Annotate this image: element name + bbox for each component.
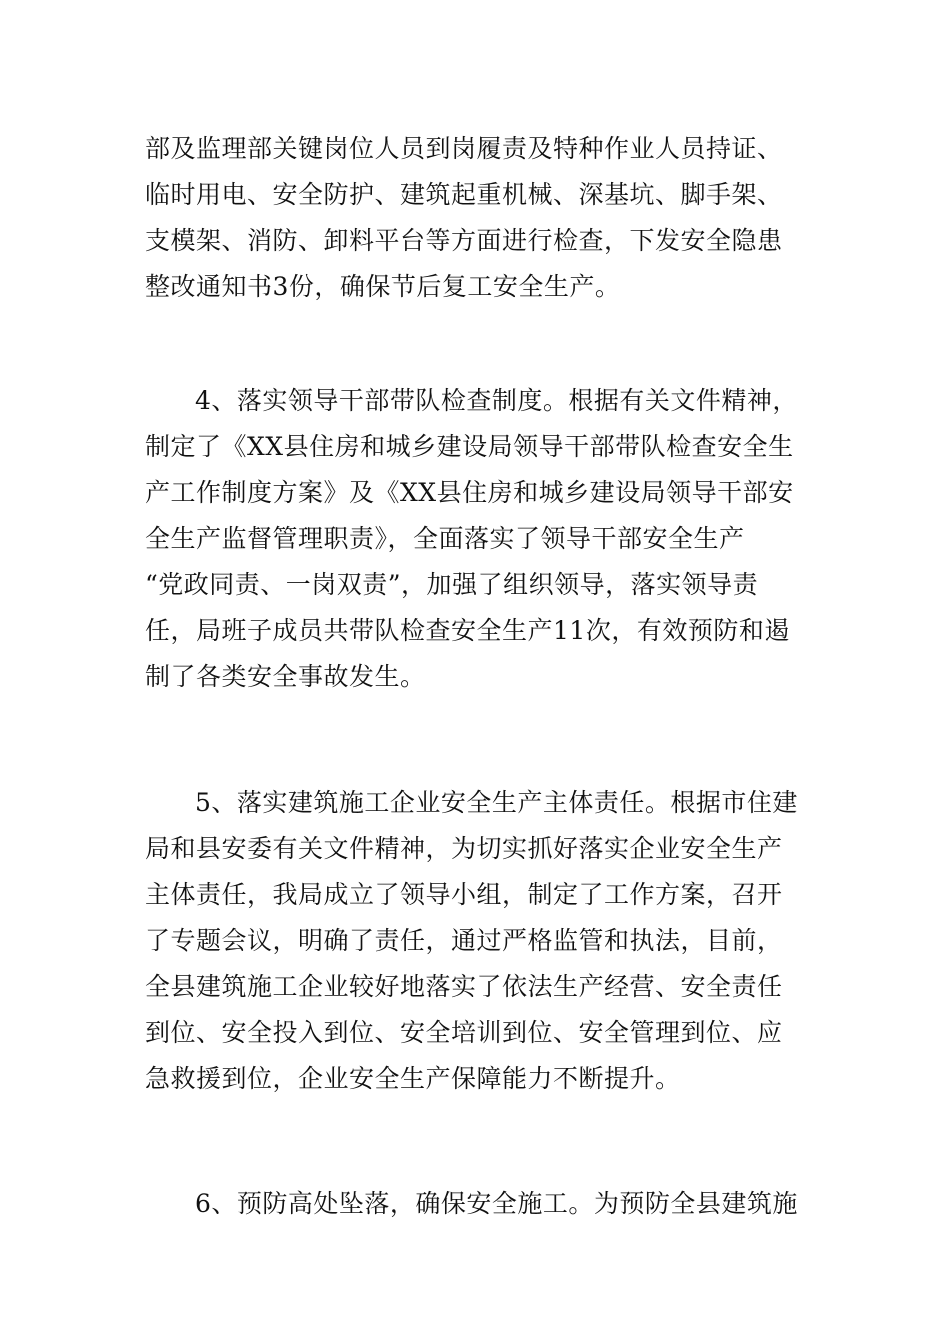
text-line: 制了各类安全事故发生。 — [145, 662, 426, 691]
text-line: 6、预防高处坠落，确保安全施工。为预防全县建筑施 — [195, 1189, 798, 1218]
paragraph-4 — [145, 378, 810, 700]
text-line: 临时用电、安全防护、建筑起重机械、深基坑、脚手架、 — [145, 180, 783, 209]
text-line: 全生产监督管理职责》，全面落实了领导干部安全生产 — [145, 524, 745, 553]
text-line: 产工作制度方案》及《XX县住房和城乡建设局领导干部安 — [145, 478, 794, 507]
text-line: 了专题会议，明确了责任，通过严格监管和执法，目前， — [145, 926, 783, 955]
text-line: 局和县安委有关文件精神，为切实抓好落实企业安全生产 — [145, 834, 783, 863]
text-line: 全县建筑施工企业较好地落实了依法生产经营、安全责任 — [145, 972, 783, 1001]
text-line: 部及监理部关键岗位人员到岗履责及特种作业人员持证、 — [145, 134, 783, 163]
text-line: 到位、安全投入到位、安全培训到位、安全管理到位、应 — [145, 1018, 783, 1047]
text-line: 急救援到位，企业安全生产保障能力不断提升。 — [145, 1064, 681, 1093]
text-line: 5、落实建筑施工企业安全生产主体责任。根据市住建 — [195, 788, 798, 817]
paragraph-6 — [145, 1181, 810, 1227]
paragraph-continued — [145, 126, 810, 310]
text-line: 主体责任，我局成立了领导小组，制定了工作方案，召开 — [145, 880, 783, 909]
text-line: 支模架、消防、卸料平台等方面进行检查，下发安全隐患 — [145, 226, 783, 255]
text-line: “党政同责、一岗双责”，加强了组织领导，落实领导责 — [145, 570, 759, 599]
text-line: 任，局班子成员共带队检查安全生产11次，有效预防和遏 — [145, 616, 790, 645]
text-line: 制定了《XX县住房和城乡建设局领导干部带队检查安全生 — [145, 432, 794, 461]
text-line: 4、落实领导干部带队检查制度。根据有关文件精神， — [195, 386, 798, 415]
paragraph-5 — [145, 780, 810, 1102]
text-line: 整改通知书3份，确保节后复工安全生产。 — [145, 272, 621, 301]
